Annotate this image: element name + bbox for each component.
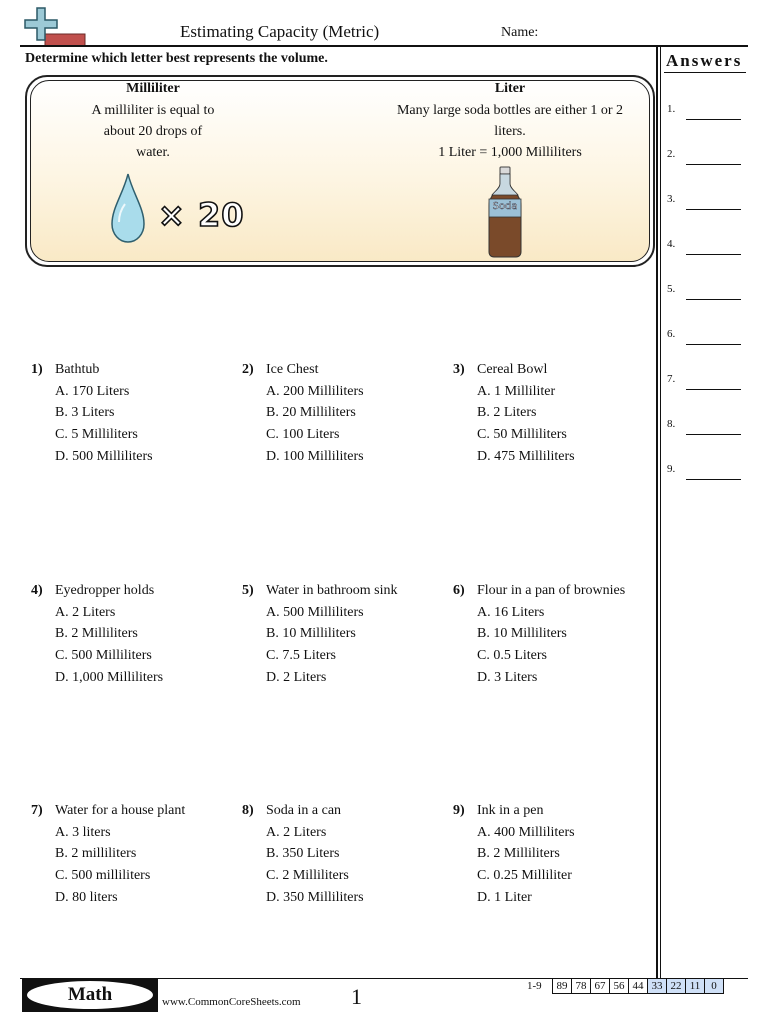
liter-equation: 1 Liter = 1,000 Milliliters — [438, 145, 582, 160]
answer-blank-line[interactable] — [686, 164, 741, 165]
answer-option: D. 2 Liters — [266, 669, 327, 685]
answer-number: 1. — [667, 103, 676, 115]
answer-option: D. 1,000 Milliliters — [55, 669, 164, 685]
answer-option: B. 2 Liters — [477, 405, 537, 421]
question-text: Cereal Bowl — [477, 362, 548, 377]
answer-option: D. 350 Milliliters — [266, 889, 364, 905]
score-row — [553, 979, 724, 994]
soda-bottle-icon — [487, 166, 523, 258]
math-badge-label: Math — [27, 981, 153, 1009]
answer-option: A. 2 Liters — [266, 824, 327, 840]
page-number: 1 — [351, 984, 362, 1009]
question-text: Water for a house plant — [55, 803, 186, 818]
question-text: Water in bathroom sink — [266, 583, 398, 598]
answer-option: B. 3 Liters — [55, 405, 115, 421]
milliliter-heading: Milliliter — [126, 81, 180, 96]
answer-option: D. 80 liters — [55, 889, 118, 905]
answer-number: 3. — [667, 193, 676, 205]
liter-description — [380, 100, 640, 142]
score-cell: 0 — [705, 979, 724, 994]
question-text: Bathtub — [55, 362, 100, 377]
score-cell: 89 — [553, 979, 572, 994]
question-text: Ice Chest — [266, 362, 319, 377]
milliliter-line: A milliliter is equal to — [91, 103, 215, 118]
header-rule — [20, 45, 748, 47]
milliliter-description — [72, 100, 234, 163]
soda-label: Soda — [492, 201, 518, 212]
answer-option: A. 16 Liters — [477, 604, 545, 620]
score-cell: 11 — [686, 979, 705, 994]
answer-option: D. 1 Liter — [477, 889, 532, 905]
score-range-label: 1-9 — [527, 980, 542, 992]
answers-column-rule-inner — [660, 45, 661, 979]
answer-blank-line[interactable] — [686, 254, 741, 255]
answer-option: C. 2 Milliliters — [266, 868, 349, 884]
question-number: 3) — [453, 362, 465, 377]
question-text: Flour in a pan of brownies — [477, 583, 626, 598]
score-cell: 78 — [572, 979, 591, 994]
answer-option: A. 500 Milliliters — [266, 604, 364, 620]
answer-option: C. 0.5 Liters — [477, 648, 547, 664]
answer-option: C. 500 Milliliters — [55, 648, 152, 664]
score-cell: 33 — [648, 979, 667, 994]
answer-option: B. 350 Liters — [266, 846, 340, 862]
score-cell: 56 — [610, 979, 629, 994]
answer-option: B. 10 Milliliters — [266, 626, 356, 642]
answer-option: B. 20 Milliliters — [266, 405, 356, 421]
answer-option: A. 3 liters — [55, 824, 111, 840]
water-drop-icon — [109, 172, 147, 244]
page-title: Estimating Capacity (Metric) — [180, 22, 380, 41]
question-number: 2) — [242, 362, 254, 377]
answer-option: D. 475 Milliliters — [477, 448, 575, 464]
answer-number: 6. — [667, 328, 676, 340]
answers-title: Answers — [666, 51, 743, 70]
answer-option: A. 400 Milliliters — [477, 824, 575, 840]
liter-line: Many large soda bottles are either 1 or 2 — [396, 103, 623, 118]
instructions: Determine which letter best represents the volume. — [25, 51, 328, 66]
answer-blank-line[interactable] — [686, 389, 741, 390]
score-cell: 44 — [629, 979, 648, 994]
question-number: 8) — [242, 803, 254, 818]
answer-option: C. 500 milliliters — [55, 868, 151, 884]
times-twenty-label: × 20 — [158, 196, 245, 234]
answer-option: C. 0.25 Milliliter — [477, 868, 572, 884]
answer-blank-line[interactable] — [686, 479, 741, 480]
answer-option: C. 50 Milliliters — [477, 427, 567, 443]
question-number: 6) — [453, 583, 465, 598]
answer-option: D. 100 Milliliters — [266, 448, 364, 464]
question-number: 9) — [453, 803, 465, 818]
question-number: 7) — [31, 803, 43, 818]
answer-number: 9. — [667, 463, 676, 475]
answer-option: C. 100 Liters — [266, 427, 340, 443]
website-link[interactable]: www.CommonCoreSheets.com — [162, 996, 301, 1008]
answer-number: 7. — [667, 373, 676, 385]
question-number: 5) — [242, 583, 254, 598]
answer-number: 2. — [667, 148, 676, 160]
answer-blank-line[interactable] — [686, 434, 741, 435]
answer-blank-line[interactable] — [686, 299, 741, 300]
answer-number: 4. — [667, 238, 676, 250]
answer-number: 8. — [667, 418, 676, 430]
answers-title-underline — [664, 72, 746, 73]
score-cell: 22 — [667, 979, 686, 994]
answer-option: A. 200 Milliliters — [266, 383, 364, 399]
question-number: 1) — [31, 362, 43, 377]
logo-plus-icon — [22, 6, 88, 48]
liter-heading: Liter — [494, 81, 526, 96]
question-text: Eyedropper holds — [55, 583, 155, 598]
answer-option: D. 500 Milliliters — [55, 448, 153, 464]
question-text: Ink in a pen — [477, 803, 544, 818]
answer-option: B. 2 Milliliters — [55, 626, 138, 642]
answer-number: 5. — [667, 283, 676, 295]
question-text: Soda in a can — [266, 803, 342, 818]
answer-option: A. 1 Milliliter — [477, 383, 556, 399]
answer-option: B. 2 Milliliters — [477, 846, 560, 862]
name-label: Name: — [501, 25, 539, 40]
score-cell: 67 — [591, 979, 610, 994]
answer-option: A. 2 Liters — [55, 604, 116, 620]
answer-option: C. 5 Milliliters — [55, 427, 138, 443]
answer-blank-line[interactable] — [686, 119, 741, 120]
answer-option: B. 10 Milliliters — [477, 626, 567, 642]
answer-blank-line[interactable] — [686, 344, 741, 345]
milliliter-line: water. — [136, 145, 170, 160]
answer-option: B. 2 milliliters — [55, 846, 137, 862]
answer-blank-line[interactable] — [686, 209, 741, 210]
question-number: 4) — [31, 583, 43, 598]
liter-line: liters. — [494, 124, 526, 139]
milliliter-line: about 20 drops of — [103, 124, 203, 139]
answers-column-rule — [656, 45, 658, 979]
answer-option: D. 3 Liters — [477, 669, 538, 685]
score-table — [552, 978, 724, 994]
answer-option: C. 7.5 Liters — [266, 648, 336, 664]
answer-option: A. 170 Liters — [55, 383, 130, 399]
